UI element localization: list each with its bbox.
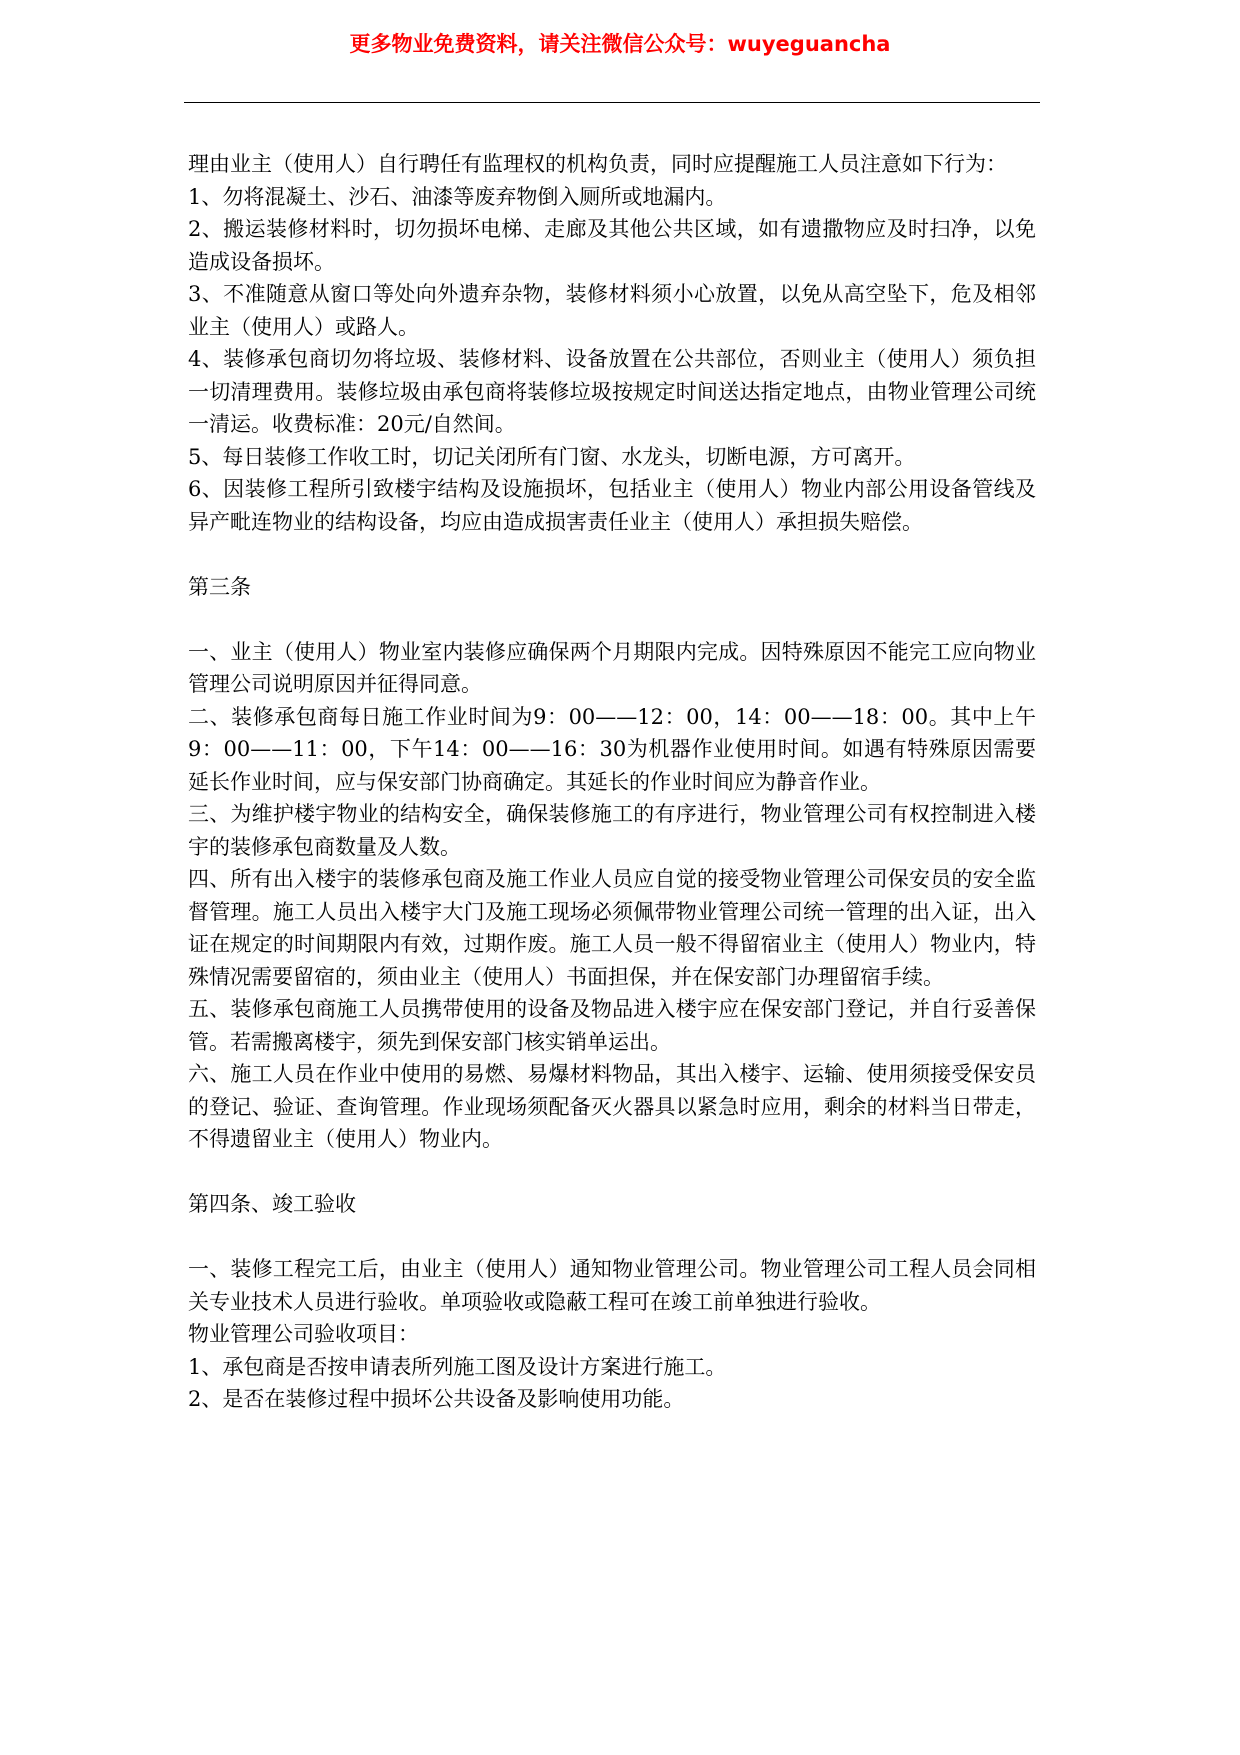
body-paragraph: 理由业主（使用人）自行聘任有监理权的机构负责，同时应提醒施工人员注意如下行为： [188, 152, 1007, 176]
body-paragraph: 四、所有出入楼宇的装修承包商及施工作业人员应自觉的接受物业管理公司保安员的安全监督管理。施工人员出入楼宇大门及施工现场必须佩带物业管理公司统一管理的出入证，出入证在规定的时间期限内有效，过期作废。施工人员一般不得留宿业主（使用人）物业内，特殊情况需要留宿的，须由业主（使用人）书面担保，并在保安部门办理留宿手续。 [188, 867, 1036, 989]
blank-line [188, 1156, 1036, 1189]
body-paragraph: 6、因装修工程所引致楼宇结构及设施损坏，包括业主（使用人）物业内部公用设备管线及异产毗连物业的结构设备，均应由造成损害责任业主（使用人）承担损失赔偿。 [188, 477, 1036, 534]
blank-line [188, 1221, 1036, 1254]
body-paragraph: 4、装修承包商切勿将垃圾、装修材料、设备放置在公共部位，否则业主（使用人）须负担一切清理费用。装修垃圾由承包商将装修垃圾按规定时间送达指定地点，由物业管理公司统一清运。收费标准：20元/自然间。 [188, 347, 1036, 436]
body-paragraph: 2、是否在装修过程中损坏公共设备及影响使用功能。 [188, 1387, 685, 1411]
body-paragraph: 一、装修工程完工后，由业主（使用人）通知物业管理公司。物业管理公司工程人员会同相关专业技术人员进行验收。单项验收或隐蔽工程可在竣工前单独进行验收。 [188, 1257, 1036, 1314]
body-paragraph: 物业管理公司验收项目： [188, 1322, 419, 1346]
body-paragraph: 一、业主（使用人）物业室内装修应确保两个月期限内完成。因特殊原因不能完工应向物业管理公司说明原因并征得同意。 [188, 639, 1036, 696]
body-paragraph: 3、不准随意从窗口等处向外遗弃杂物，装修材料须小心放置，以免从高空坠下，危及相邻业主（使用人）或路人。 [188, 282, 1036, 339]
body-paragraph: 2、搬运装修材料时，切勿损坏电梯、走廊及其他公共区域，如有遗撒物应及时扫净，以免造成设备损坏。 [188, 217, 1036, 274]
body-paragraph: 第四条、竣工验收 [188, 1192, 356, 1216]
body-paragraph: 第三条 [188, 574, 251, 599]
body-paragraph: 二、装修承包商每日施工作业时间为9：00——12：00，14：00——18：00。其中上午9：00——11：00，下午14：00——16：30为机器作业使用时间。如遇有特殊原因需要延长作业时间，应与保安部门协商确定。其延长的作业时间应为静音作业。 [188, 704, 1036, 794]
body-paragraph: 五、装修承包商施工人员携带使用的设备及物品进入楼宇应在保安部门登记，并自行妥善保管。若需搬离楼宇，须先到保安部门核实销单运出。 [188, 997, 1036, 1054]
body-paragraph: 六、施工人员在作业中使用的易燃、易爆材料物品，其出入楼宇、运输、使用须接受保安员的登记、验证、查询管理。作业现场须配备灭火器具以紧急时应用，剩余的材料当日带走，不得遗留业主（使用人）物业内。 [188, 1062, 1036, 1151]
body-paragraph: 1、承包商是否按申请表所列施工图及设计方案进行施工。 [188, 1354, 727, 1379]
header-divider [184, 102, 1040, 103]
body-paragraph: 1、勿将混凝土、沙石、油漆等废弃物倒入厕所或地漏内。 [188, 184, 727, 209]
blank-line [188, 538, 1036, 571]
body-paragraph: 三、为维护楼宇物业的结构安全，确保装修施工的有序进行，物业管理公司有权控制进入楼宇的装修承包商数量及人数。 [188, 802, 1036, 859]
promo-banner: 更多物业免费资料，请关注微信公众号：wuyeguancha [349, 32, 891, 56]
blank-line [188, 603, 1036, 636]
body-paragraph: 5、每日装修工作收工时，切记关闭所有门窗、水龙头，切断电源，方可离开。 [188, 444, 916, 469]
document-body [188, 148, 1036, 1416]
